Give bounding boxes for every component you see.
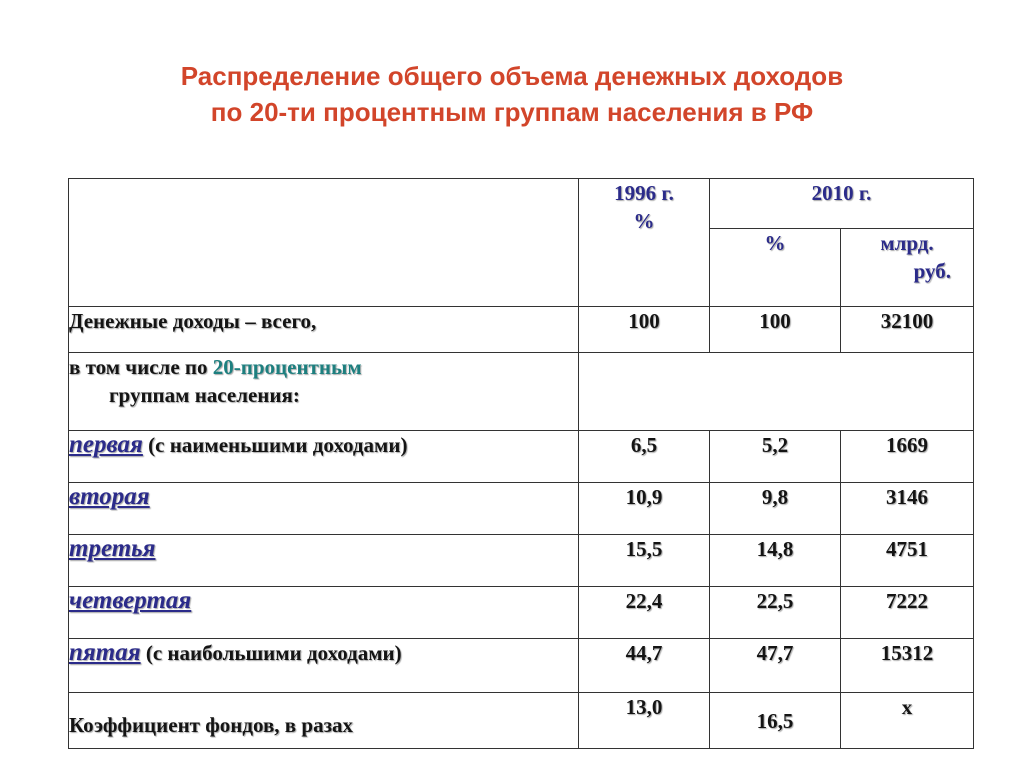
header-1996: 1996 г. %: [579, 179, 710, 307]
table-row: [69, 307, 974, 353]
income-distribution-table: [68, 178, 974, 749]
row-label: Денежные доходы – всего,: [69, 307, 579, 353]
cell-2010-rub: х: [841, 693, 974, 749]
row-label: в том числе по 20-процентным группам населения:: [69, 353, 579, 431]
header-empty-cell: [69, 179, 579, 307]
cell-2010-rub: 1669: [841, 431, 974, 483]
table-row: [69, 431, 974, 483]
cell-2010-rub: 7222: [841, 587, 974, 639]
row-label: вторая: [69, 483, 579, 535]
table-row: [69, 353, 974, 431]
cell-2010-percent: 14,8: [710, 535, 841, 587]
cell-2010-rub: 3146: [841, 483, 974, 535]
title-line-1: Распределение общего объема денежных доходов: [180, 61, 844, 91]
cell-2010-percent: 16,5: [710, 693, 841, 749]
row-label: первая (с наименьшими доходами): [69, 431, 579, 483]
table-row: [69, 693, 974, 749]
row-label: пятая (с наибольшими доходами): [69, 639, 579, 693]
cell-1996: 44,7: [579, 639, 710, 693]
row-label: третья: [69, 535, 579, 587]
cell-1996: 100: [579, 307, 710, 353]
table-row: [69, 587, 974, 639]
table-row: [69, 535, 974, 587]
cell-1996: 13,0: [579, 693, 710, 749]
cell-2010-percent: 22,5: [710, 587, 841, 639]
header-2010-percent: %: [710, 229, 841, 307]
cell-1996: 22,4: [579, 587, 710, 639]
cell-2010-percent: 5,2: [710, 431, 841, 483]
cell-2010-rub: 4751: [841, 535, 974, 587]
row-label: четвертая: [69, 587, 579, 639]
table-row: [69, 639, 974, 693]
header-2010-billion-rub: млрд. руб.: [841, 229, 974, 307]
cell-2010-percent: 9,8: [710, 483, 841, 535]
page-title: [0, 58, 1024, 130]
row-label: Коэффициент фондов, в разах: [69, 693, 579, 749]
header-2010: 2010 г.: [710, 179, 974, 229]
table-header-row: [69, 179, 974, 229]
title-line-2: по 20-ти процентным группам населения в РФ: [210, 97, 814, 127]
cell-1996: 10,9: [579, 483, 710, 535]
cell-1996: 6,5: [579, 431, 710, 483]
cell-1996: 15,5: [579, 535, 710, 587]
cell-2010-rub: 32100: [841, 307, 974, 353]
table-row: [69, 483, 974, 535]
cell-2010-percent: 100: [710, 307, 841, 353]
cell-2010-percent: 47,7: [710, 639, 841, 693]
cell-2010-rub: 15312: [841, 639, 974, 693]
row-empty-span: [579, 353, 974, 431]
